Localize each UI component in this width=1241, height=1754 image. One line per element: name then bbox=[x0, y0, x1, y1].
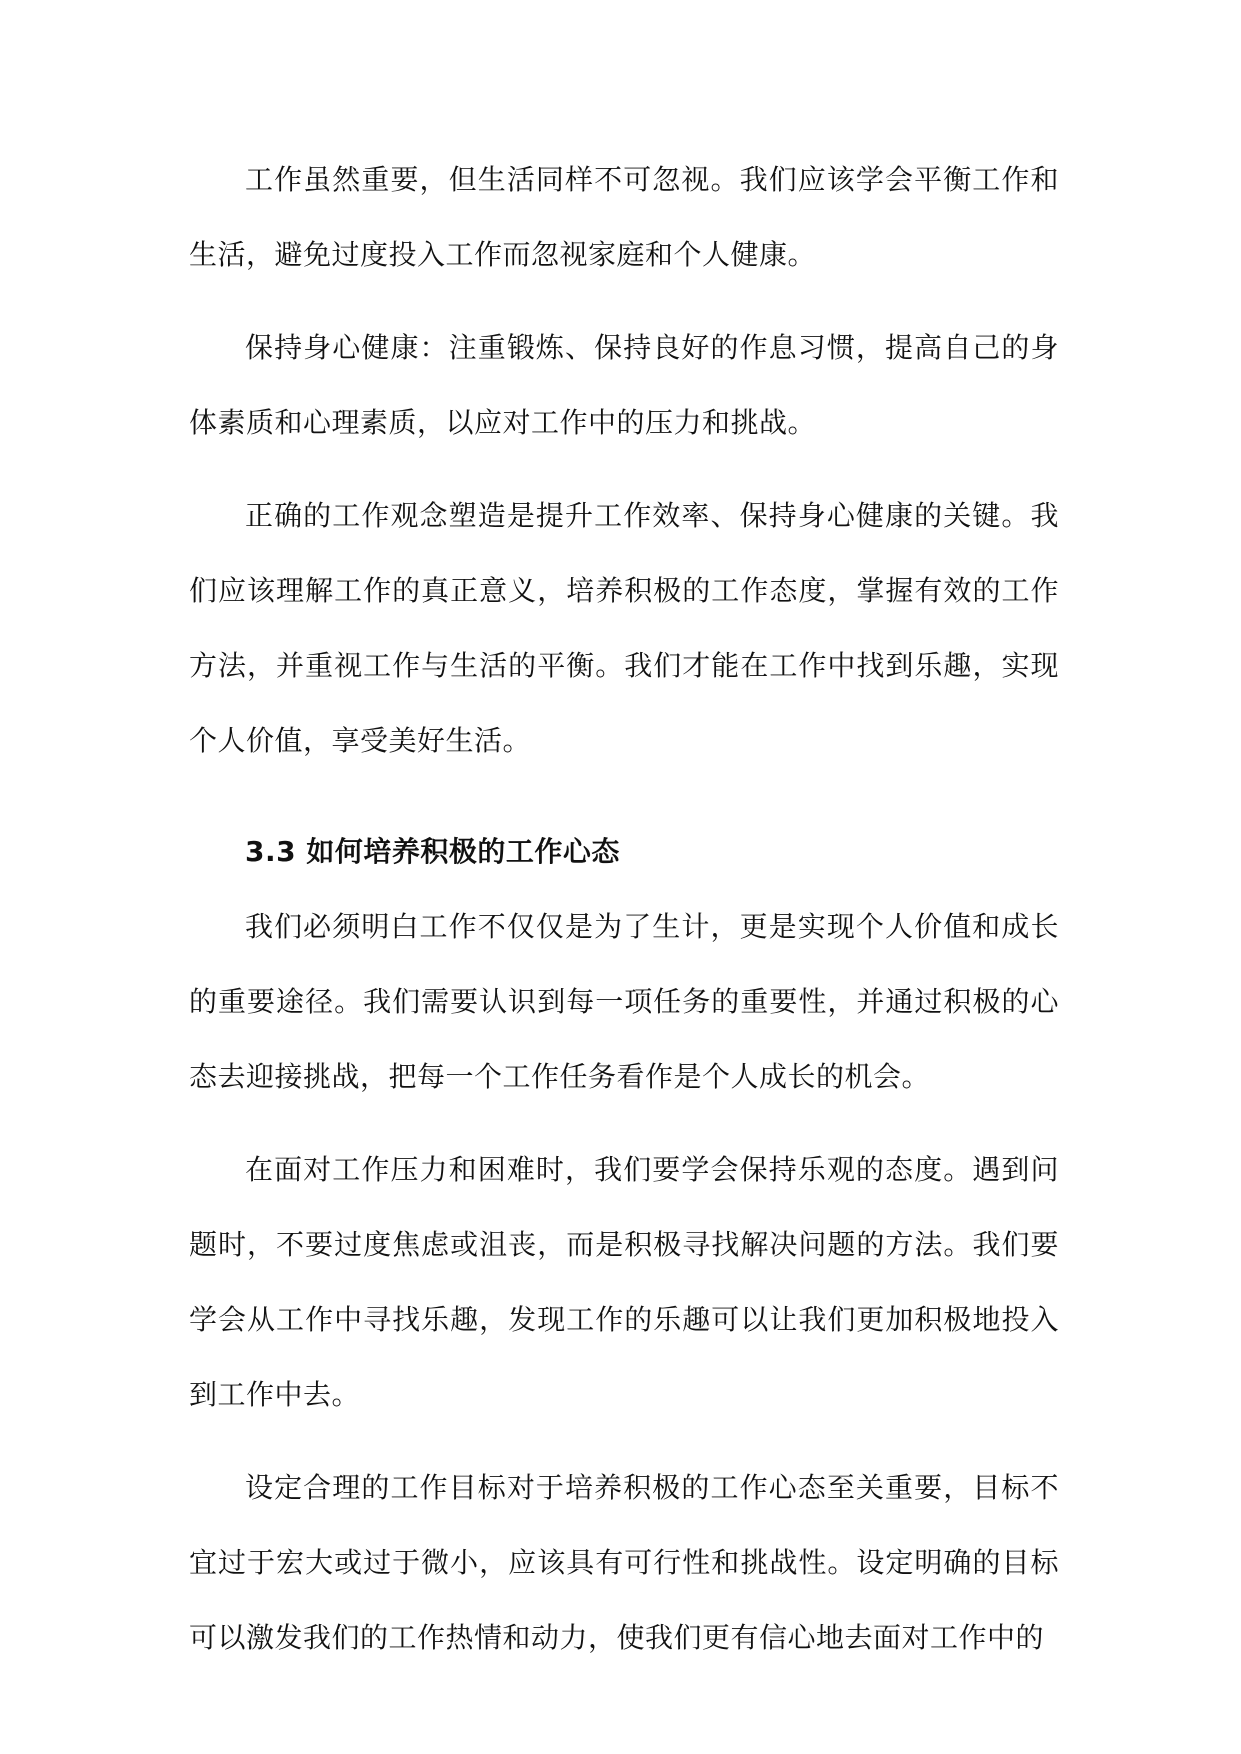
document-body bbox=[189, 142, 1059, 1693]
paragraph-set-goals: 设定合理的工作目标对于培养积极的工作心态至关重要，目标不宜过于宏大或过于微小，应该具有可行性和挑战性。设定明确的目标可以激发我们的工作热情和动力，使我们更有信心地去面对工作中的 bbox=[189, 1471, 1059, 1654]
paragraph-work-life-balance: 工作虽然重要，但生活同样不可忽视。我们应该学会平衡工作和生活，避免过度投入工作而忽视家庭和个人健康。 bbox=[189, 163, 1059, 271]
paragraph-physical-mental-health: 保持身心健康：注重锻炼、保持良好的作息习惯，提高自己的身体素质和心理素质，以应对工作中的压力和挑战。 bbox=[189, 331, 1059, 439]
section-heading: 3.3 如何培养积极的工作心态 bbox=[245, 835, 620, 868]
paragraph-correct-work-concept: 正确的工作观念塑造是提升工作效率、保持身心健康的关键。我们应该理解工作的真正意义，培养积极的工作态度，掌握有效的工作方法，并重视工作与生活的平衡。我们才能在工作中找到乐趣，实现个人价值，享受美好生活。 bbox=[189, 499, 1059, 757]
paragraph-stay-optimistic: 在面对工作压力和困难时，我们要学会保持乐观的态度。遇到问题时，不要过度焦虑或沮丧，而是积极寻找解决问题的方法。我们要学会从工作中寻找乐趣，发现工作的乐趣可以让我们更加积极地投入到工作中去。 bbox=[189, 1153, 1059, 1411]
paragraph-work-meaning: 我们必须明白工作不仅仅是为了生计，更是实现个人价值和成长的重要途径。我们需要认识到每一项任务的重要性，并通过积极的心态去迎接挑战，把每一个工作任务看作是个人成长的机会。 bbox=[189, 910, 1059, 1093]
